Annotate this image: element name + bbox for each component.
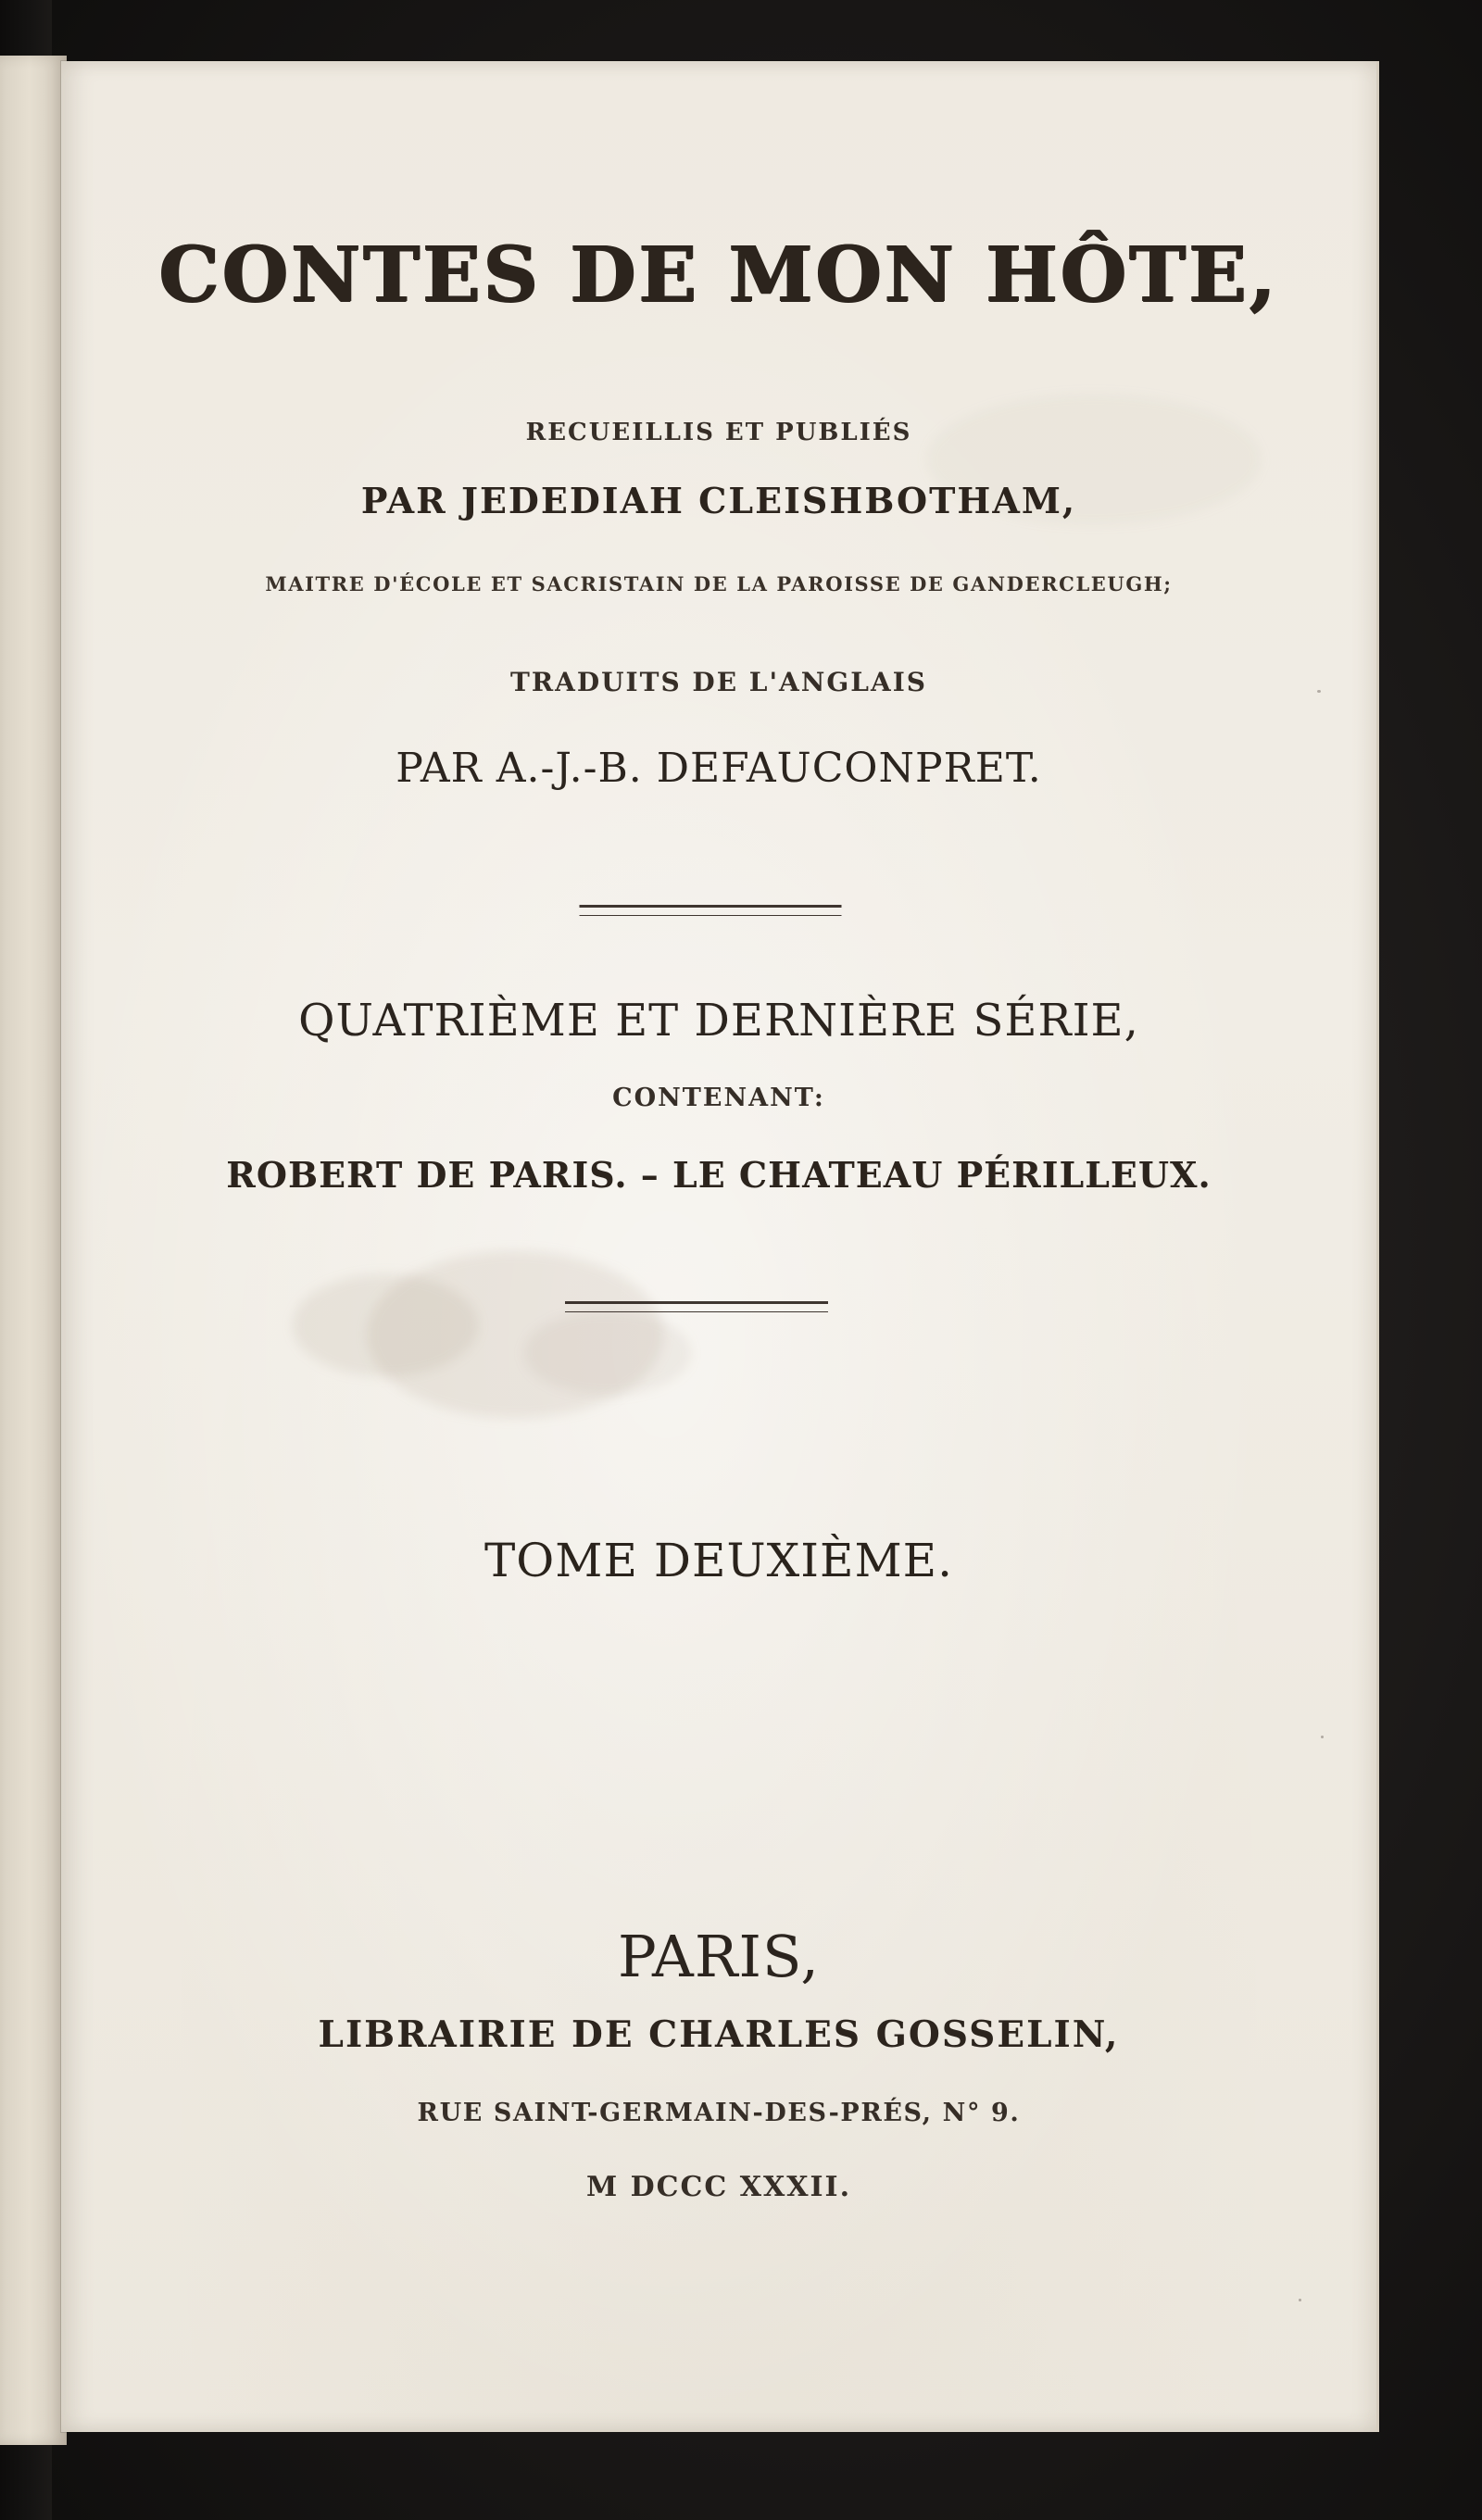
previous-page-edge bbox=[0, 56, 67, 2445]
publication-date-line: M DCCC XXXII. bbox=[585, 2171, 852, 2203]
paper-speck bbox=[1317, 690, 1321, 693]
volume-line: TOME DEUXIÈME. bbox=[484, 1534, 954, 1587]
title-page-content bbox=[61, 61, 1376, 2432]
collected-published-line: RECUEILLIS ET PUBLIÉS bbox=[525, 419, 912, 446]
editor-name-line: PAR JEDEDIAH CLEISHBOTHAM, bbox=[360, 480, 1077, 521]
address-line: RUE SAINT-GERMAIN-DES-PRÉS, N° 9. bbox=[417, 2099, 1021, 2127]
editor-role-line: MAITRE D'ÉCOLE ET SACRISTAIN DE LA PAROISSE DE GANDERCLEUGH; bbox=[265, 572, 1173, 596]
city-line: PARIS, bbox=[618, 1923, 820, 1990]
paper-speck bbox=[1321, 1736, 1324, 1738]
translator-name-line: PAR A.-J.-B. DEFAUCONPRET. bbox=[396, 745, 1042, 792]
double-rule-divider-bottom bbox=[565, 1301, 828, 1312]
containing-line: CONTENANT: bbox=[612, 1084, 825, 1112]
translated-from-line: TRADUITS DE L'ANGLAIS bbox=[509, 667, 928, 697]
publisher-line: LIBRAIRIE DE CHARLES GOSSELIN, bbox=[318, 2013, 1120, 2056]
paper-speck bbox=[1299, 2299, 1301, 2301]
double-rule-divider-top bbox=[580, 905, 842, 916]
book-title: CONTES DE MON HÔTE, bbox=[158, 231, 1279, 320]
series-line: QUATRIÈME ET DERNIÈRE SÉRIE, bbox=[298, 995, 1139, 1047]
title-page bbox=[61, 61, 1379, 2432]
works-line: ROBERT DE PARIS. – LE CHATEAU PÉRILLEUX. bbox=[226, 1154, 1212, 1196]
